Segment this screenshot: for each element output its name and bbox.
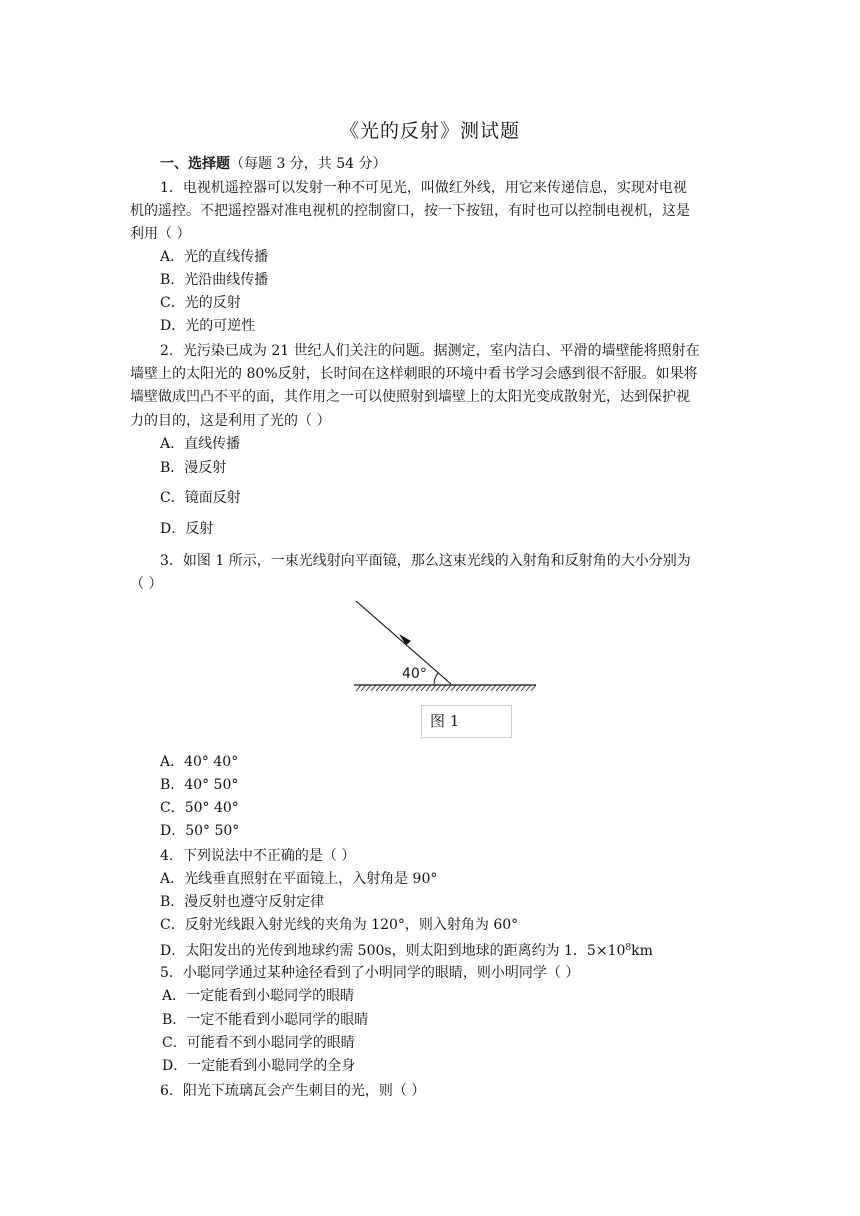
q5-option-d: D．一定能看到小聪同学的全身 <box>162 1058 356 1074</box>
section-heading-line <box>160 153 387 175</box>
q2-line-3: 墙壁做成凹凸不平的面，其作用之一可以使照射到墙壁上的太阳光变成散射光，达到保护视 <box>130 389 690 405</box>
q3-line-1: 3．如图 1 所示，一束光线射向平面镜，那么这束光线的入射角和反射角的大小分别为 <box>160 553 691 569</box>
q4-option-d-unit: km <box>631 943 653 959</box>
q1-option-c: C．光的反射 <box>160 295 241 311</box>
section-note: （每题 3 分，共 54 分） <box>230 156 387 172</box>
section-heading: 一、选择题 <box>160 156 230 172</box>
hatch-mark <box>391 685 396 691</box>
q5-option-b: B．一定不能看到小聪同学的眼睛 <box>162 1012 369 1028</box>
hatch-mark <box>496 685 501 691</box>
q2-line-2: 墙壁上的太阳光的 80%反射，长时间在这样刺眼的环境中看书学习会感到很不舒服。如果将 <box>130 366 698 382</box>
q1-line-1: 1．电视机遥控器可以发射一种不可见光，叫做红外线，用它来传递信息，实现对电视 <box>160 180 687 196</box>
q1-option-d: D．光的可逆性 <box>160 318 256 334</box>
q4-option-c: C．反射光线跟入射光线的夹角为 120°，则入射角为 60° <box>160 917 519 933</box>
hatch-mark <box>446 685 451 691</box>
q4-option-d <box>160 937 653 962</box>
figure-caption: 图 1 <box>421 705 512 738</box>
hatch-mark <box>356 685 361 691</box>
q4-stem: 4．下列说法中不正确的是（ ） <box>160 848 356 864</box>
hatch-mark <box>406 685 411 691</box>
hatch-mark <box>531 685 536 691</box>
q3-option-b: B．40° 50° <box>160 777 239 793</box>
hatch-mark <box>381 685 386 691</box>
hatch-mark <box>386 685 391 691</box>
q5-option-a: A．一定能看到小聪同学的眼睛 <box>162 988 355 1004</box>
hatch-mark <box>431 685 436 691</box>
hatch-mark <box>441 685 446 691</box>
hatch-mark <box>521 685 526 691</box>
q2-option-c: C．镜面反射 <box>160 490 241 506</box>
q5-option-c: C．可能看不到小聪同学的眼睛 <box>162 1035 355 1051</box>
hatch-mark <box>426 685 431 691</box>
hatch-mark <box>486 685 491 691</box>
q1-option-a: A．光的直线传播 <box>160 249 269 265</box>
q3-option-d: D．50° 50° <box>160 823 240 839</box>
hatch-mark <box>451 685 456 691</box>
q4-option-d-text: D．太阳发出的光传到地球约需 500s，则太阳到地球的距离约为 1．5×10 <box>160 943 626 959</box>
q2-option-b: B．漫反射 <box>160 460 227 476</box>
hatch-mark <box>436 685 441 691</box>
hatch-mark <box>516 685 521 691</box>
q2-option-a: A．直线传播 <box>160 436 241 452</box>
hatch-mark <box>401 685 406 691</box>
hatch-mark <box>481 685 486 691</box>
q1-line-3: 利用（ ） <box>130 226 191 242</box>
q2-line-1: 2．光污染已成为 21 世纪人们关注的问题。据测定，室内洁白、平滑的墙壁能将照射在 <box>160 343 700 359</box>
hatch-mark <box>471 685 476 691</box>
q4-option-d-exponent: 8 <box>625 943 632 953</box>
hatch-mark <box>526 685 531 691</box>
hatch-mark <box>506 685 511 691</box>
mirror-hatching <box>356 685 536 691</box>
hatch-mark <box>476 685 481 691</box>
hatch-mark <box>461 685 466 691</box>
mirror-diagram <box>350 600 540 692</box>
q3-line-2: （ ） <box>130 576 163 592</box>
q2-option-d: D．反射 <box>160 521 214 537</box>
hatch-mark <box>411 685 416 691</box>
hatch-mark <box>416 685 421 691</box>
hatch-mark <box>491 685 496 691</box>
q1-option-b: B．光沿曲线传播 <box>160 272 269 288</box>
hatch-mark <box>421 685 426 691</box>
hatch-mark <box>366 685 371 691</box>
hatch-mark <box>501 685 506 691</box>
q3-option-a: A．40° 40° <box>160 754 239 770</box>
hatch-mark <box>376 685 381 691</box>
angle-label: 40° <box>402 666 427 682</box>
hatch-mark <box>466 685 471 691</box>
q4-option-b: B．漫反射也遵守反射定律 <box>160 894 325 910</box>
hatch-mark <box>511 685 516 691</box>
hatch-mark <box>361 685 366 691</box>
q3-option-c: C．50° 40° <box>160 800 239 816</box>
q4-option-a: A．光线垂直照射在平面镜上，入射角是 90° <box>160 871 438 887</box>
q2-line-4: 力的目的，这是利用了光的（ ） <box>130 413 331 429</box>
hatch-mark <box>396 685 401 691</box>
hatch-mark <box>456 685 461 691</box>
hatch-mark <box>371 685 376 691</box>
angle-arc <box>434 673 438 684</box>
q5-stem: 5．小聪同学通过某种途径看到了小明同学的眼睛，则小明同学（ ） <box>160 965 580 981</box>
q6-stem: 6．阳光下琉璃瓦会产生刺目的光，则（ ） <box>160 1083 426 1099</box>
q1-line-2: 机的遥控。不把遥控器对准电视机的控制窗口，按一下按钮，有时也可以控制电视机，这是 <box>130 203 690 219</box>
page-title: 《光的反射》测试题 <box>339 120 520 142</box>
